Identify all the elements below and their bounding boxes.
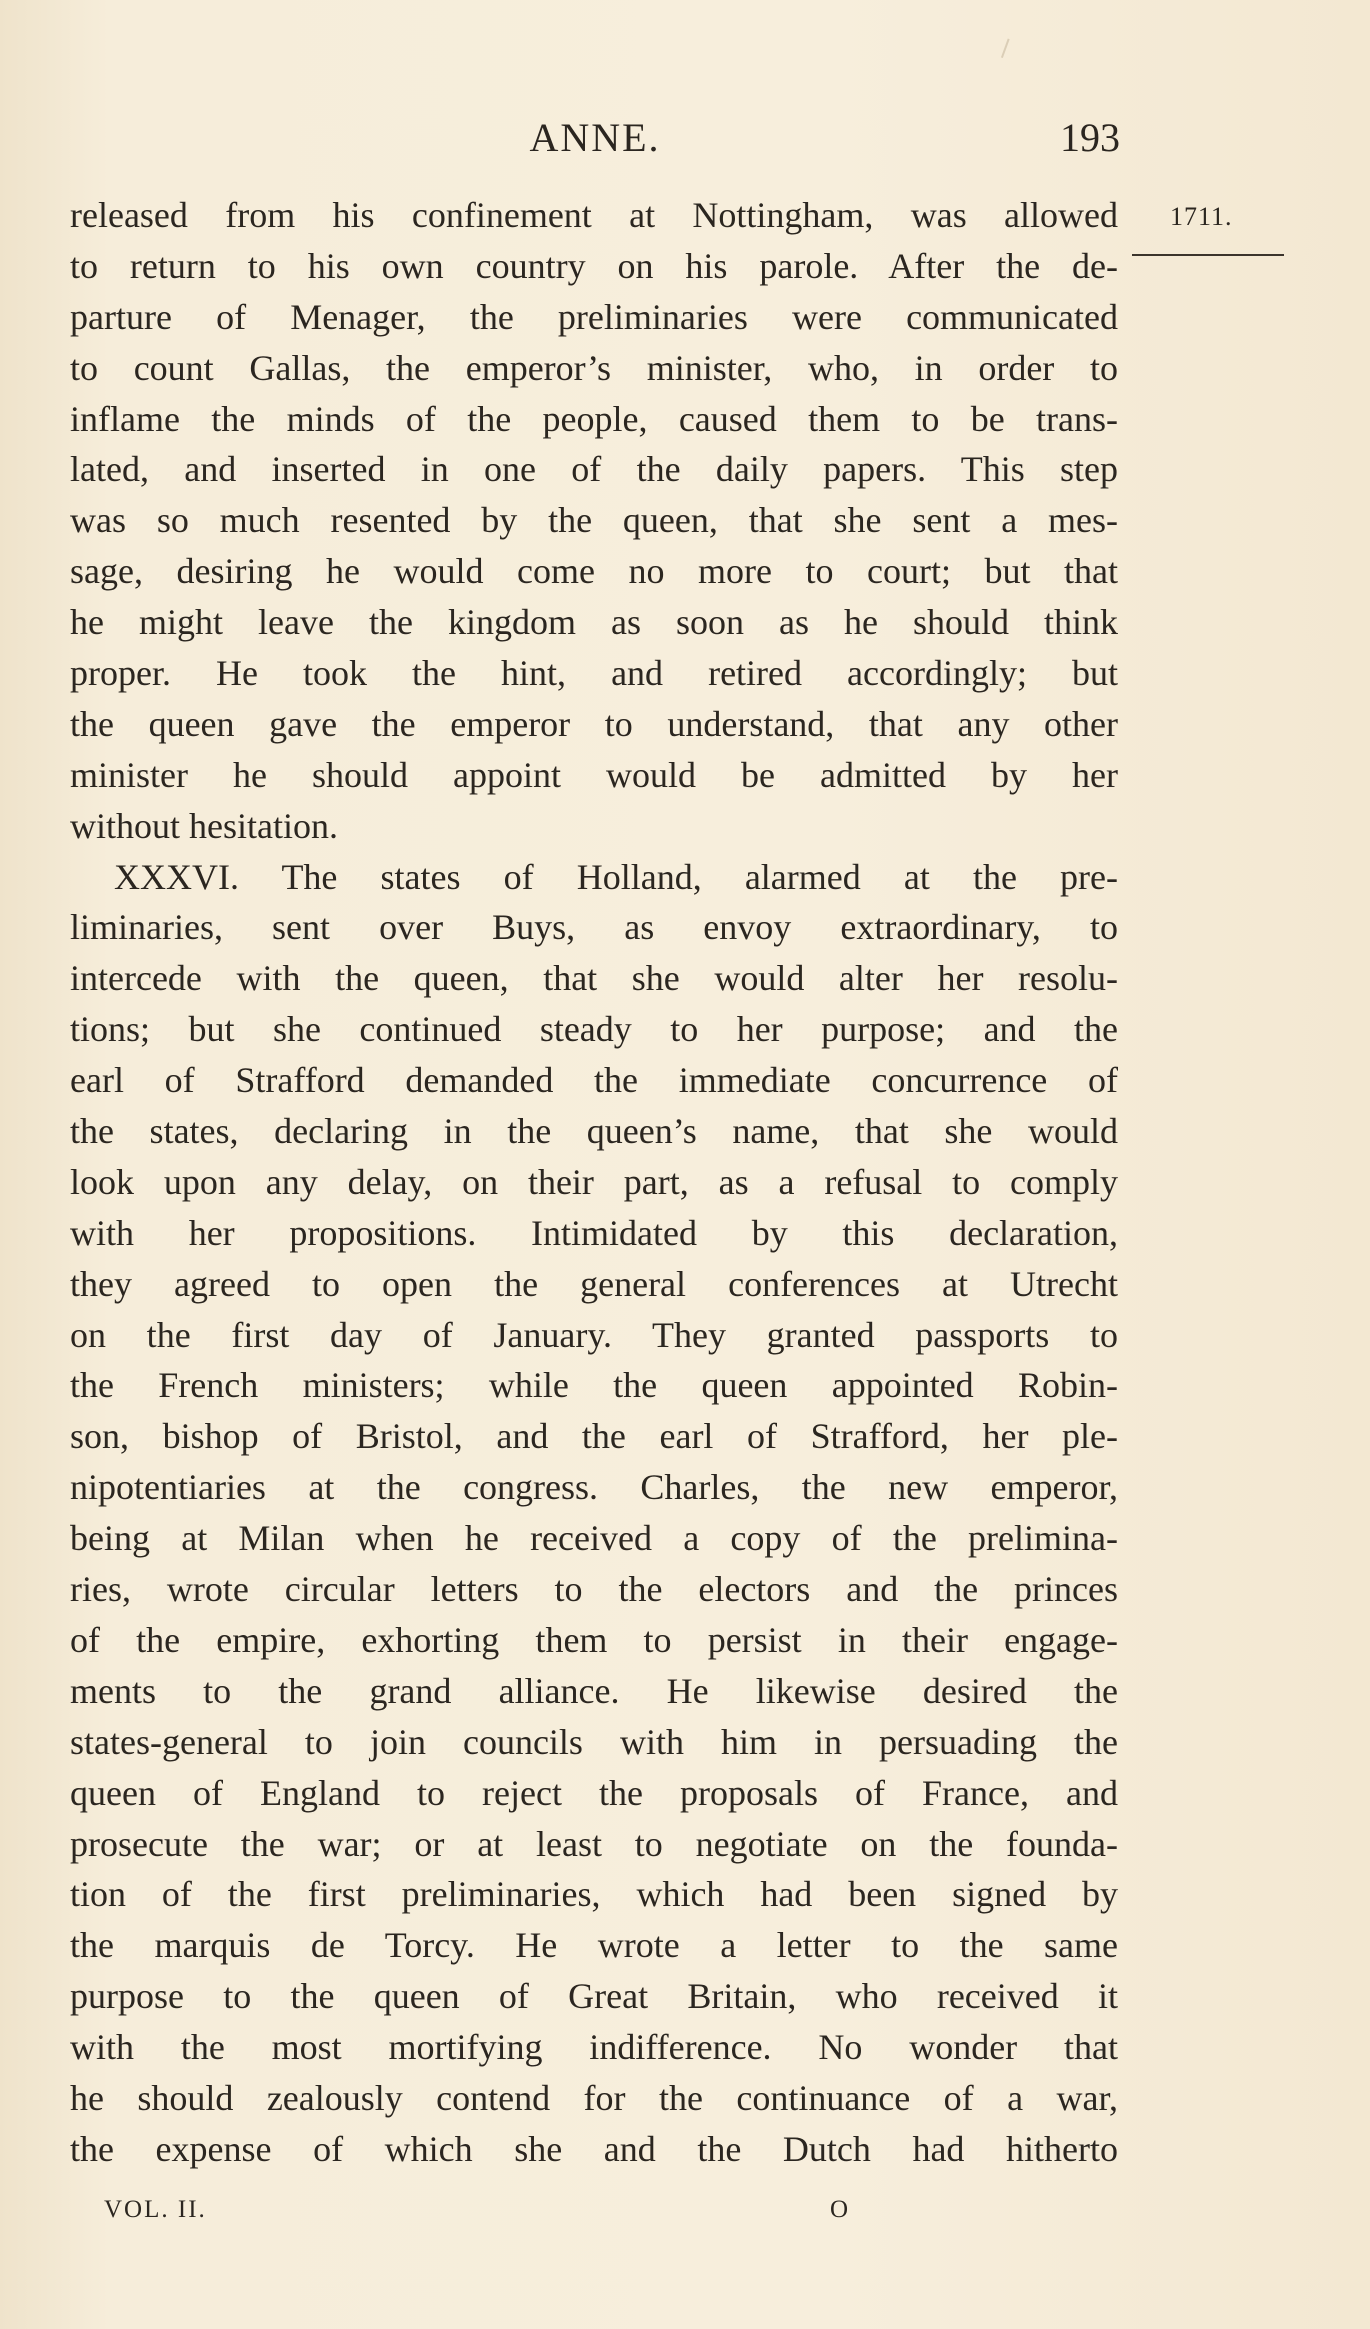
text-line: tion of the first preliminaries, which had been signed by: [70, 1874, 1118, 1915]
text-line: tions; but she continued steady to her purpose; and the: [70, 1009, 1118, 1050]
text-line: purpose to the queen of Great Britain, who received it: [70, 1976, 1118, 2017]
volume-signature: VOL. II.: [104, 2196, 207, 2223]
text-line: lated, and inserted in one of the daily papers. This step: [70, 449, 1118, 490]
text-line: earl of Strafford demanded the immediate concurrence of: [70, 1060, 1118, 1101]
text-line: the French ministers; while the queen appointed Robin-: [70, 1365, 1118, 1406]
text-line: the states, declaring in the queen’s name, that she would: [70, 1111, 1118, 1152]
text-line: he might leave the kingdom as soon as he should think: [70, 602, 1118, 643]
text-line: to return to his own country on his parole. After the de-: [70, 245, 1118, 286]
text-line: states-general to join councils with him in persuading the: [70, 1721, 1118, 1762]
running-head: [70, 108, 1120, 168]
text-line: ments to the grand alliance. He likewise desired the: [70, 1670, 1118, 1711]
text-line: parture of Menager, the preliminaries were communicated: [70, 296, 1118, 337]
margin-rule: [1132, 254, 1284, 256]
text-line: was so much resented by the queen, that she sent a mes-: [70, 500, 1118, 541]
text-line: with her propositions. Intimidated by this declaration,: [70, 1212, 1118, 1253]
text-line: he should zealously contend for the continuance of a war,: [70, 2077, 1118, 2118]
text-line: the expense of which she and the Dutch had hitherto: [70, 2128, 1118, 2169]
text-line: queen of England to reject the proposals of France, and: [70, 1772, 1118, 1813]
running-title: ANNE.: [529, 115, 661, 160]
margin-year-note: 1711.: [1170, 202, 1233, 231]
text-line: prosecute the war; or at least to negotiate on the founda-: [70, 1823, 1118, 1864]
text-line: with the most mortifying indifference. No wonder that: [70, 2027, 1118, 2068]
body-text: [70, 190, 1118, 2175]
text-line: liminaries, sent over Buys, as envoy extraordinary, to: [70, 907, 1118, 948]
text-line: sage, desiring he would come no more to court; but that: [70, 551, 1118, 592]
text-line: ries, wrote circular letters to the electors and the princes: [70, 1569, 1118, 1610]
text-line: the queen gave the emperor to understand, that any other: [70, 703, 1118, 744]
paragraph-end-line: without hesitation.: [70, 805, 338, 846]
text-line: nipotentiaries at the congress. Charles, the new emperor,: [70, 1467, 1118, 1508]
text-line: the marquis de Torcy. He wrote a letter to the same: [70, 1925, 1118, 1966]
paper-blemish: [1001, 39, 1019, 62]
text-line: being at Milan when he received a copy of the prelimina-: [70, 1518, 1118, 1559]
section-start-line: XXXVI. The states of Holland, alarmed at the pre-: [114, 856, 1118, 897]
text-line: intercede with the queen, that she would alter her resolu-: [70, 958, 1118, 999]
sheet-signature: O: [830, 2196, 851, 2223]
text-line: son, bishop of Bristol, and the earl of Strafford, her ple-: [70, 1416, 1118, 1457]
text-line: minister he should appoint would be admitted by her: [70, 754, 1118, 795]
text-line: inflame the minds of the people, caused them to be trans-: [70, 398, 1118, 439]
text-line: on the first day of January. They granted passports to: [70, 1314, 1118, 1355]
text-line: proper. He took the hint, and retired accordingly; but: [70, 653, 1118, 694]
text-line: look upon any delay, on their part, as a refusal to comply: [70, 1161, 1118, 1202]
text-line: of the empire, exhorting them to persist in their engage-: [70, 1619, 1118, 1660]
page-footer: [70, 2185, 1120, 2235]
text-line: to count Gallas, the emperor’s minister, who, in order to: [70, 347, 1118, 388]
text-line: released from his confinement at Nottingham, was allowed: [70, 195, 1118, 235]
text-line: they agreed to open the general conferences at Utrecht: [70, 1263, 1118, 1304]
page-number: 193: [1060, 115, 1120, 160]
